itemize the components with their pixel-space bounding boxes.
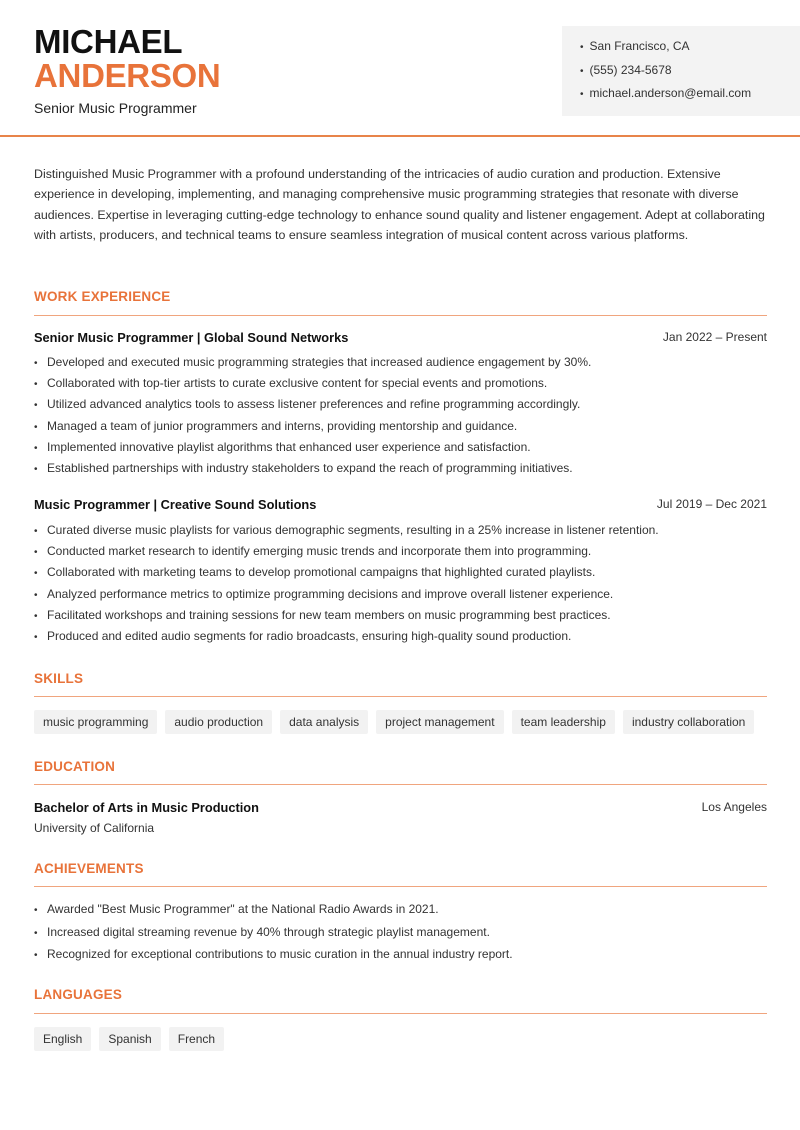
contact-phone: • (555) 234-5678 xyxy=(580,63,672,77)
skill-tag: project management xyxy=(376,710,503,734)
language-tags xyxy=(34,1027,224,1051)
job-bullets xyxy=(34,520,774,647)
bullet-item: • Awarded "Best Music Programmer" at the National Radio Awards in 2021. xyxy=(34,898,774,921)
section-divider xyxy=(34,784,767,785)
language-tag: Spanish xyxy=(99,1027,160,1051)
section-title-education: EDUCATION xyxy=(34,759,116,774)
bullet-item: • Recognized for exceptional contributions to music curation in the annual industry report. xyxy=(34,943,774,966)
contact-location: • San Francisco, CA xyxy=(580,39,690,53)
last-name: ANDERSON xyxy=(34,57,221,94)
bullet-item: • Produced and edited audio segments for radio broadcasts, ensuring high-quality sound production. xyxy=(34,626,774,647)
bullet-item: • Analyzed performance metrics to optimize programming decisions and improve overall listener experience. xyxy=(34,584,774,605)
job-bullets xyxy=(34,352,774,479)
bullet-item: • Facilitated workshops and training sessions for new team members on music programming best practices. xyxy=(34,605,774,626)
education-degree: Bachelor of Arts in Music Production xyxy=(34,800,259,815)
section-title-achievements: ACHIEVEMENTS xyxy=(34,861,144,876)
section-divider xyxy=(34,315,767,316)
section-title-languages: LANGUAGES xyxy=(34,987,123,1002)
education-school: University of California xyxy=(34,821,155,835)
skill-tag: team leadership xyxy=(512,710,615,734)
contact-email: • michael.anderson@email.com xyxy=(580,86,751,100)
bullet-item: • Developed and executed music programming strategies that increased audience engagement by 30%. xyxy=(34,352,774,373)
bullet-item: • Collaborated with marketing teams to develop promotional campaigns that highlighted curated playlists. xyxy=(34,562,774,583)
profile-summary: Distinguished Music Programmer with a profound understanding of the intricacies of audio curation and production. Extensive experience in developing, implementing, and managing comprehensive music programming strategies that resonate with diverse audiences. Expertise in leveraging cutting-edge technology to enhance sound quality and listener engagement. Adept at collaborating with artists, producers, and technical teams to ensure seamless integration of musical content across various platforms. xyxy=(34,167,765,243)
bullet-item: • Conducted market research to identify emerging music trends and incorporate them into programming. xyxy=(34,541,774,562)
skill-tag: music programming xyxy=(34,710,157,734)
first-name: MICHAEL xyxy=(34,23,183,60)
education-location: Los Angeles xyxy=(701,800,767,814)
language-tag: English xyxy=(34,1027,91,1051)
job-title: Senior Music Programmer xyxy=(34,100,197,116)
achievement-bullets xyxy=(34,898,774,966)
bullet-item: • Curated diverse music playlists for various demographic segments, resulting in a 25% increase in listener retention. xyxy=(34,520,774,541)
skill-tag: audio production xyxy=(165,710,272,734)
contact-box xyxy=(562,26,800,116)
bullet-item: • Utilized advanced analytics tools to assess listener preferences and refine programming accordingly. xyxy=(34,394,774,415)
job-role: Music Programmer | Creative Sound Solutions xyxy=(34,497,317,512)
section-title-work-experience: WORK EXPERIENCE xyxy=(34,289,171,304)
skills-tags xyxy=(34,710,754,734)
section-divider xyxy=(34,1013,767,1014)
job-dates: Jan 2022 – Present xyxy=(662,330,767,344)
job-role: Senior Music Programmer | Global Sound Networks xyxy=(34,330,349,345)
section-divider xyxy=(34,886,767,887)
section-title-skills: SKILLS xyxy=(34,671,84,686)
job-header xyxy=(34,497,767,512)
bullet-item: • Established partnerships with industry stakeholders to expand the reach of programming initiatives. xyxy=(34,458,774,479)
bullet-item: • Implemented innovative playlist algorithms that enhanced user experience and satisfaction. xyxy=(34,437,774,458)
job-dates: Jul 2019 – Dec 2021 xyxy=(656,497,767,511)
skill-tag: data analysis xyxy=(280,710,368,734)
resume-header xyxy=(0,0,800,137)
job-header xyxy=(34,330,767,345)
bullet-item: • Managed a team of junior programmers and interns, providing mentorship and guidance. xyxy=(34,416,774,437)
section-divider xyxy=(34,696,767,697)
bullet-item: • Increased digital streaming revenue by 40% through strategic playlist management. xyxy=(34,921,774,944)
skill-tag: industry collaboration xyxy=(623,710,754,734)
language-tag: French xyxy=(169,1027,224,1051)
bullet-item: • Collaborated with top-tier artists to curate exclusive content for special events and promotions. xyxy=(34,373,774,394)
